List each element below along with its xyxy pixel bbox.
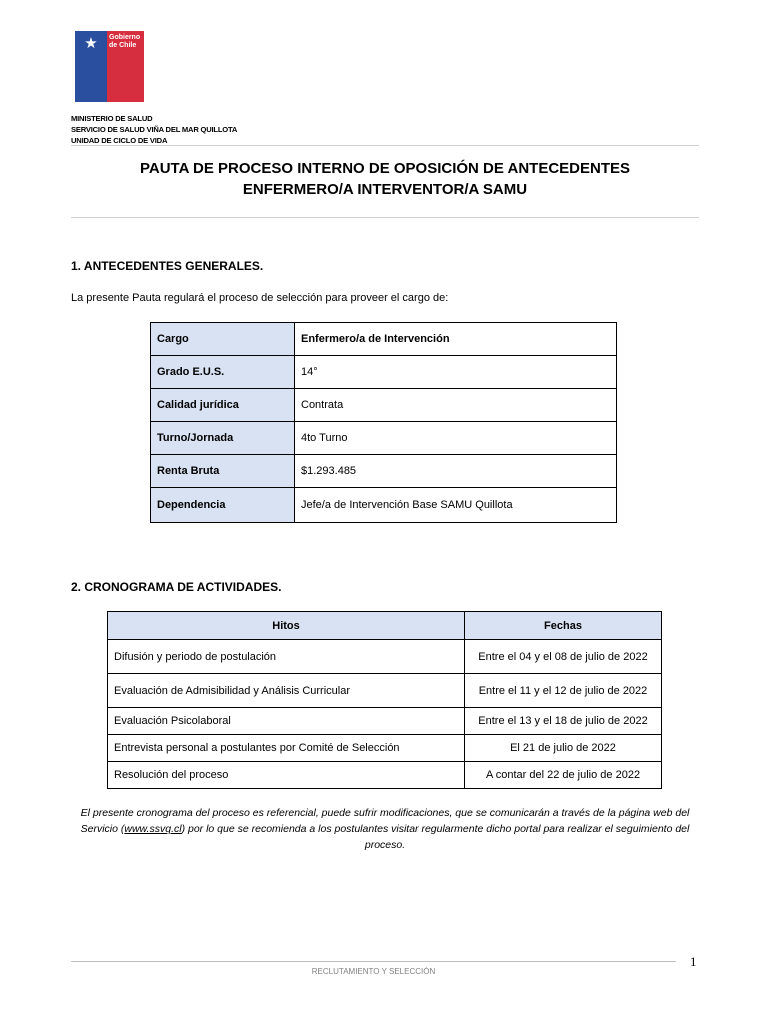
row-value: 4to Turno [295, 422, 617, 455]
row-value: 14° [295, 356, 617, 389]
row-value: Contrata [295, 389, 617, 422]
fecha-cell: Entre el 04 y el 08 de julio de 2022 [465, 640, 662, 674]
hito-cell: Entrevista personal a postulantes por Comité de Selección [108, 735, 465, 762]
section-1-intro: La presente Pauta regulará el proceso de selección para proveer el cargo de: [71, 292, 449, 304]
table-row [151, 422, 617, 455]
fecha-cell: Entre el 13 y el 18 de julio de 2022 [465, 708, 662, 735]
table-row [151, 488, 617, 523]
row-label: Renta Bruta [151, 455, 295, 488]
title-line-2: ENFERMERO/A INTERVENTOR/A SAMU [242, 181, 528, 198]
page-number: 1 [690, 954, 697, 969]
table-row [108, 674, 662, 708]
note-text-after: ) por lo que se recomienda a los postulantes visitar regularmente dicho portal para realizar el seguimiento del proceso. [181, 823, 690, 851]
website-link[interactable]: www.ssvq.cl [124, 823, 182, 835]
title-line-1: PAUTA DE PROCESO INTERNO DE OPOSICIÓN DE ANTECEDENTES [139, 160, 631, 177]
table-row [151, 455, 617, 488]
fecha-cell: Entre el 11 y el 12 de julio de 2022 [465, 674, 662, 708]
hito-cell: Difusión y periodo de postulación [108, 640, 465, 674]
footer-divider [71, 961, 676, 962]
table-header-row [108, 612, 662, 640]
row-value: Enfermero/a de Intervención [295, 323, 617, 356]
schedule-note [71, 805, 699, 853]
coat-of-arms-icon: ★ [84, 35, 98, 52]
section-2-heading: 2. CRONOGRAMA DE ACTIVIDADES. [71, 580, 282, 594]
row-label: Turno/Jornada [151, 422, 295, 455]
table-row [108, 640, 662, 674]
gobierno-de-chile-logo [75, 31, 144, 102]
row-label: Calidad jurídica [151, 389, 295, 422]
row-label: Dependencia [151, 488, 295, 523]
footer-text: RECLUTAMIENTO Y SELECCIÓN [311, 967, 436, 976]
section-1-heading: 1. ANTECEDENTES GENERALES. [71, 259, 264, 273]
table-row [151, 323, 617, 356]
logo-text: Gobierno de Chile [109, 34, 141, 49]
fecha-cell: A contar del 22 de julio de 2022 [465, 762, 662, 789]
row-label: Grado E.U.S. [151, 356, 295, 389]
hito-cell: Evaluación Psicolaboral [108, 708, 465, 735]
table-row [108, 762, 662, 789]
table-row [108, 708, 662, 735]
unit-line: UNIDAD DE CICLO DE VIDA [71, 136, 168, 145]
service-line: SERVICIO DE SALUD VIÑA DEL MAR QUILLOTA [71, 125, 238, 134]
col-header-hitos: Hitos [108, 612, 465, 640]
hito-cell: Evaluación de Admisibilidad y Análisis Curricular [108, 674, 465, 708]
row-value: $1.293.485 [295, 455, 617, 488]
note-text-before: El presente cronograma del proceso es referencial, puede sufrir modificaciones, que se comunicarán a través de la página web del Servicio ( [80, 807, 690, 835]
title-divider [71, 217, 699, 218]
table-row [151, 356, 617, 389]
table-row [108, 735, 662, 762]
col-header-fechas: Fechas [465, 612, 662, 640]
table-row [151, 389, 617, 422]
schedule-table [107, 611, 662, 789]
ministry-line: MINISTERIO DE SALUD [71, 114, 153, 123]
ministry-block [71, 113, 237, 146]
general-info-table [150, 322, 617, 523]
hito-cell: Resolución del proceso [108, 762, 465, 789]
row-label: Cargo [151, 323, 295, 356]
header-divider [71, 145, 699, 146]
document-title [71, 158, 699, 200]
row-value: Jefe/a de Intervención Base SAMU Quillota [295, 488, 617, 523]
fecha-cell: El 21 de julio de 2022 [465, 735, 662, 762]
